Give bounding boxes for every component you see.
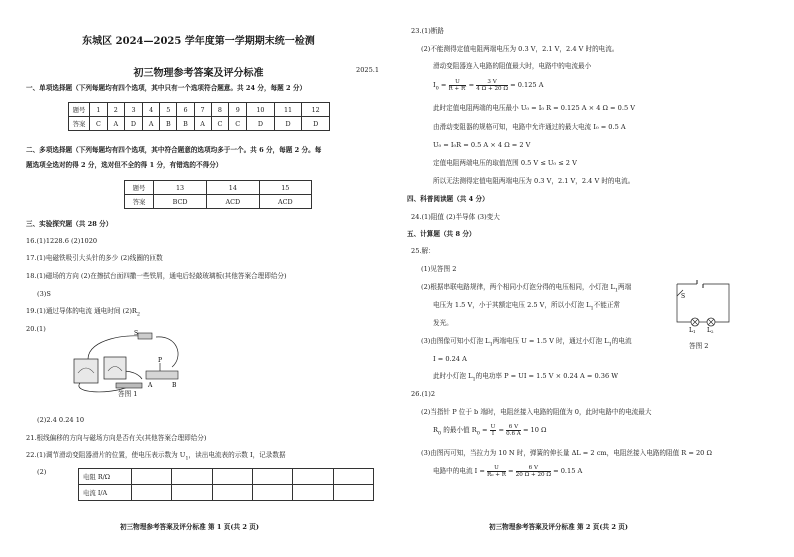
answer-q23-4: $I_0$ = $\frac{U}{R + R'}$ = $\frac{3 V}{4 \Omega + 20 \Omega}$ = 0.125 A (433, 78, 544, 92)
answer-q23-8: 定值电阻两端电压的取值范围 0.5 V ≤ U₀ ≤ 2 V (433, 159, 577, 167)
text: 不能正常 (593, 301, 621, 309)
multi-answer-table (124, 180, 312, 209)
answer-q23-6: 由滑动变阻器的规格可知，电路中允许通过的最大电流 I₀ = 0.5 A (433, 123, 626, 131)
text: (3)由图像可知小灯泡 L (421, 337, 490, 345)
fig2-wire (677, 284, 691, 322)
mc-number: 5 (160, 103, 177, 117)
fraction (516, 465, 551, 478)
answer-q23-3: 滑动变阻器连入电路的阻值最大时，电路中的电流最小 (433, 62, 592, 70)
data-cell (293, 469, 333, 485)
answer-q16: 16.(1)1228.6 (2)1020 (26, 237, 98, 245)
data-cell (293, 485, 333, 501)
answer-q17: 17.(1)电磁铁吸引大头针的多少 (2)线圈的匝数 (26, 254, 163, 262)
text: 电压为 1.5 V，小于其额定电压 2.5 V，所以小灯泡 L (433, 301, 591, 309)
text: 两端 (618, 283, 632, 291)
mc-row-label: 题号 (69, 103, 90, 117)
denominator: I (491, 430, 495, 437)
answer-q23-2: (2)不能测得定值电阻两端电压为 0.3 V，2.1 V，2.4 V 时的电流。 (421, 45, 619, 53)
answer-q26-3a: (3)由图丙可知，当拉力为 10 N 时，弹簧的伸长量 ΔL = 2 cm，电阻丝接入电路的阻值 R = 20 Ω (421, 449, 712, 457)
answer-q21: 21.根线偏移的方向与磁场方向是否有关(其他答案合理即给分) (26, 434, 207, 442)
sec4-heading: 四、科普阅读题（共 4 分） (407, 195, 489, 203)
answer-q23-5: 此时定值电阻两端的电压最小 U₀ = I₀ R = 0.125 A × 4 Ω = 0.5 V (433, 104, 636, 112)
text: 的电功率 P = UI = 1.5 V × 0.24 A = 0.36 W (475, 372, 619, 380)
text: 电路中的电流 I = (433, 467, 485, 475)
mc-answer: C (211, 117, 229, 131)
multi-answer: BCD (154, 195, 207, 209)
fig2-label-s: S (681, 293, 686, 300)
numerator: 3 V (476, 79, 508, 86)
answer-q26-2a: (2)当指针 P 位于 b 端时，电阻丝接入电路的阻值为 0，此时电路中的电流最大 (421, 408, 652, 416)
multi-row-label: 题号 (125, 181, 154, 195)
mc-answer: C (90, 117, 108, 131)
data-cell (252, 469, 292, 485)
fraction (506, 424, 521, 437)
mc-answer: B (177, 117, 194, 131)
mc-answer: D (247, 117, 275, 131)
mc-answer: B (160, 117, 177, 131)
text: 的最小值 R (443, 426, 477, 434)
answer-q20-label: 20.(1) (26, 325, 46, 333)
sub: 0 (476, 430, 480, 437)
data-cell (132, 485, 172, 501)
sub: 0 (437, 430, 442, 437)
rheostat-icon (146, 371, 178, 379)
data-record-table (78, 468, 374, 501)
label: L (689, 327, 693, 334)
mc-number: 12 (302, 103, 330, 117)
answer-q25-3c (433, 372, 618, 384)
fig2-label-l2: L2 (707, 327, 714, 334)
page-footer-2: 初三物理参考答案及评分标准 第 2 页(共 2 页) (489, 523, 628, 531)
eq-sign: = (482, 426, 488, 434)
q22-text-tail: ，读出电流表的示数 I，记录数据 (188, 451, 286, 459)
fig1-label-b: B (172, 382, 177, 389)
multi-number: 15 (259, 181, 311, 195)
label: L (707, 327, 711, 334)
numerator: U (449, 79, 467, 86)
figure-2-circuit (673, 276, 733, 334)
multi-answer: ACD (207, 195, 259, 209)
answer-q24: 24.(1)阻值 (2)半导体 (3)变大 (411, 213, 500, 221)
answer-q22-a (26, 451, 286, 463)
answer-q26: 26.(1)2 (411, 390, 436, 398)
fig2-label-l1: L1 (689, 327, 696, 334)
denominator: 4 Ω + 20 Ω (476, 85, 508, 92)
fig1-label-s: S (134, 330, 139, 337)
sec2-heading-b: 题选项全选对的得 2 分，选对但不全的得 1 分，有错选的不得分） (26, 161, 223, 169)
sec5-heading: 五、计算题（共 8 分） (407, 230, 476, 238)
answer-q26-2b (433, 423, 547, 440)
page-footer-1: 初三物理参考答案及评分标准 第 1 页(共 2 页) (120, 523, 259, 531)
fraction (487, 465, 506, 478)
sec2-heading-a: 二、多项选择题（下列每题均有四个选项，其中符合题意的选项均多于一个。共 6 分，每题 2 分。每 (26, 146, 322, 154)
fraction (490, 424, 497, 437)
mc-number: 9 (229, 103, 247, 117)
result: = 10 Ω (522, 426, 547, 434)
right-page (397, 0, 794, 557)
data-cell (333, 485, 373, 501)
battery-icon (697, 280, 703, 288)
data-row-label: 电流 I/A (79, 485, 132, 501)
text: 此时小灯泡 L (433, 372, 473, 380)
mc-number: 11 (274, 103, 302, 117)
mc-number: 3 (124, 103, 142, 117)
mc-answer: D (274, 117, 302, 131)
multi-row-label: 答案 (125, 195, 154, 209)
mc-answer: A (194, 117, 211, 131)
fig2-wire (703, 284, 729, 322)
numerator: 6 V (516, 465, 551, 472)
fig1-label-a: A (148, 382, 153, 389)
figure-2-caption: 答图 2 (689, 342, 709, 350)
fraction (449, 79, 467, 92)
mc-answer: A (107, 117, 124, 131)
sub: 1 (489, 341, 493, 348)
numerator: U (490, 423, 496, 430)
data-cell (333, 469, 373, 485)
exam-title: 东城区 2024—2025 学年度第一学期期末统一检测 (82, 36, 315, 47)
answer-q19 (26, 307, 140, 319)
text: 两端电压 U = 1.5 V 时，通过小灯泡 L (492, 337, 609, 345)
denominator: 20 Ω + 20 Ω (515, 471, 551, 478)
answer-q25-2c: 发光。 (433, 319, 453, 327)
sub: 1 (608, 341, 612, 348)
text: (2)根据串联电路规律，两个相同小灯泡分得的电压相同，小灯泡 L (421, 283, 615, 291)
answer-q25-3b: I = 0.24 A (433, 355, 467, 363)
doc-date: 2025.1 (356, 66, 380, 74)
answer-q23-7: U₀ = I₀R = 0.5 A × 4 Ω = 2 V (433, 141, 531, 149)
doc-title: 初三物理参考答案及评分标准 (133, 68, 264, 79)
mc-number: 7 (194, 103, 211, 117)
mc-number: 10 (247, 103, 275, 117)
answer-q26-3b (433, 464, 582, 478)
text: 的电流 (611, 337, 632, 345)
answer-q25-2a (421, 283, 631, 295)
mc-answer: A (143, 117, 160, 131)
sub: 1 (614, 287, 619, 294)
mc-answer: C (229, 117, 247, 131)
answer-q18-b: (3)S (37, 290, 51, 298)
mc-row-label: 答案 (69, 117, 90, 131)
sec3-heading: 三、实验探究题（共 28 分） (26, 220, 113, 228)
denominator: R₀ + R (487, 471, 506, 478)
formula-lhs: I (433, 81, 436, 89)
answer-q23-9: 所以无法测得定值电阻两端电压为 0.3 V，2.1 V，2.4 V 时的电流。 (433, 177, 635, 185)
sub: 0 (435, 85, 439, 92)
eq-sign: = (440, 81, 447, 89)
mc-number: 4 (143, 103, 160, 117)
answer-q25-2b (433, 301, 620, 313)
denominator: 0.6 A (506, 430, 521, 437)
data-cell (172, 485, 212, 501)
multi-number: 13 (154, 181, 207, 195)
q22-text: 22.(1)调节滑动变阻器滑片的位置，使电压表示数为 U (26, 451, 186, 459)
sub: 1 (590, 305, 594, 312)
mc-number: 2 (107, 103, 124, 117)
data-cell (212, 469, 252, 485)
switch-icon (138, 333, 152, 339)
text: R (433, 426, 438, 434)
voltmeter-icon (74, 359, 98, 383)
q22-subscript: 1 (185, 455, 189, 462)
q19-text: 19.(1)通过导体的电流 通电时间 (2)R (26, 307, 137, 315)
numerator: 6 V (506, 424, 521, 431)
answer-q25: 25.解： (411, 247, 435, 255)
mc-number: 1 (90, 103, 108, 117)
figure-1-circuit (68, 327, 192, 397)
fig1-wire (88, 336, 148, 359)
mc-answer-table (68, 102, 330, 131)
sec1-heading: 一、单项选择题（下列每题均有四个选项，其中只有一个选项符合题意。共 24 分，每题 2 分） (26, 84, 307, 92)
data-cell (132, 469, 172, 485)
mc-answer: D (302, 117, 330, 131)
answer-q18-a: 18.(1)磁场的方向 (2)在擦拭台面四撒一些铁屑，通电后轻敲玻璃板(其他答案合理即给分) (26, 272, 287, 280)
data-row-label: 电阻 R/Ω (79, 469, 132, 485)
eq-sign: = (498, 426, 504, 434)
mc-number: 8 (211, 103, 229, 117)
denominator: R + R′ (448, 85, 467, 92)
result: = 0.125 A (510, 81, 544, 89)
sub: 1 (472, 376, 476, 383)
mc-number: 6 (177, 103, 194, 117)
answer-q25-1: (1)见答图 2 (421, 265, 457, 273)
mc-answer: D (124, 117, 142, 131)
figure-1-caption: 答图 1 (118, 390, 138, 398)
answer-q20-b: (2)2.4 0.24 10 (37, 416, 85, 424)
ammeter-icon (104, 357, 126, 379)
answer-q25-3a (421, 337, 632, 349)
multi-answer: ACD (259, 195, 311, 209)
numerator: U (487, 465, 506, 472)
data-cell (252, 485, 292, 501)
multi-number: 14 (207, 181, 259, 195)
result: = 0.15 A (553, 467, 583, 475)
answer-q22-b: (2) (37, 468, 47, 476)
q19-subscript: 2 (136, 311, 141, 318)
fraction (476, 79, 508, 92)
fig1-label-p: P (158, 357, 163, 364)
data-cell (172, 469, 212, 485)
answer-q23-1: 23.(1)断路 (411, 27, 445, 35)
data-cell (212, 485, 252, 501)
eq-sign: = (508, 467, 514, 475)
